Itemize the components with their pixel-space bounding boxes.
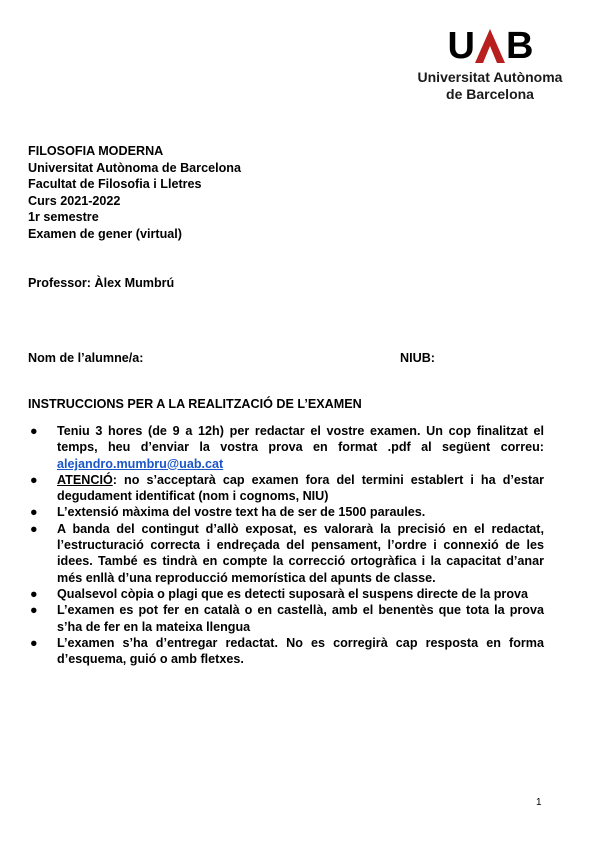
academic-year: Curs 2021-2022 — [28, 193, 121, 208]
instruction-format-text: L’examen s’ha d’entregar redactat. No es corregirà cap resposta en forma d’esquema, guió o amb fletxes. — [57, 635, 544, 667]
professor-line: Professor: Àlex Mumbrú — [28, 276, 175, 290]
instructions-title: INSTRUCCIONS PER A LA REALITZACIÓ DE L’EXAMEN — [28, 397, 362, 411]
uab-logo — [404, 26, 576, 103]
course-header — [28, 143, 241, 243]
instruction-item — [28, 602, 544, 635]
bullet-icon: ● — [30, 603, 38, 618]
faculty-name: Facultat de Filosofia i Lletres — [28, 177, 202, 192]
logo-letter-u: U — [447, 25, 474, 67]
instruction-item — [28, 521, 544, 586]
instruction-item — [28, 504, 544, 520]
instruction-item — [28, 423, 544, 472]
instructions-list — [28, 423, 544, 667]
logo-text-line2: de Barcelona — [446, 86, 534, 102]
logo-letter-b: B — [506, 25, 533, 67]
instruction-time-text: Teniu 3 hores (de 9 a 12h) per redactar el vostre examen. Un cop finalitzat el temps, heu d’enviar la vostra prova en format .pdf al següent correu: — [57, 424, 544, 455]
university-name: Universitat Autònoma de Barcelona — [28, 160, 241, 175]
instruction-plagiarism-text: Qualsevol còpia o plagi que es detecti suposarà el suspens directe de la prova — [57, 586, 529, 601]
instruction-evaluation-text: A banda del contingut d’allò exposat, es valorarà la precisió en el redactat, l’estructuració correcta i endreçada del pensament, l’ordre i connexió de les idees. També es tindrà en compte la correcció ortogràfica i la capacitat d’anar més enllà d’una reproducció memorística del apunts de classe. — [57, 521, 544, 585]
bullet-icon: ● — [30, 505, 38, 520]
student-name-label: Nom de l’alumne/a: — [28, 351, 144, 365]
page-number: 1 — [536, 797, 542, 808]
attention-label: ATENCIÓ — [57, 472, 113, 487]
logo-a-triangle-icon — [475, 29, 505, 63]
instruction-deadline-text: : no s’acceptarà cap examen fora del termini establert i ha d’estar degudament identificat (nom i cognoms, NIU) — [57, 472, 544, 504]
exam-title: Examen de gener (virtual) — [28, 226, 182, 241]
professor-email-link[interactable]: alejandro.mumbru@uab.cat — [57, 456, 224, 471]
instruction-language-text: L’examen es pot fer en català o en castellà, amb el benentès que tota la prova s’ha de fer en la mateixa llengua — [57, 603, 544, 634]
instruction-item — [28, 586, 544, 602]
bullet-icon: ● — [30, 424, 38, 438]
bullet-icon: ● — [30, 586, 38, 601]
instruction-item — [28, 472, 544, 505]
course-name: FILOSOFIA MODERNA — [28, 144, 164, 158]
niub-label: NIUB: — [400, 351, 435, 365]
bullet-icon: ● — [30, 472, 38, 487]
instruction-item — [28, 635, 544, 668]
bullet-icon: ● — [30, 521, 38, 536]
semester: 1r semestre — [28, 210, 99, 225]
instruction-length-text: L’extensió màxima del vostre text ha de ser de 1500 paraules. — [57, 505, 426, 520]
logo-text-line1: Universitat Autònoma — [417, 69, 563, 85]
bullet-icon: ● — [30, 635, 38, 650]
uab-logo-mark — [404, 26, 576, 66]
